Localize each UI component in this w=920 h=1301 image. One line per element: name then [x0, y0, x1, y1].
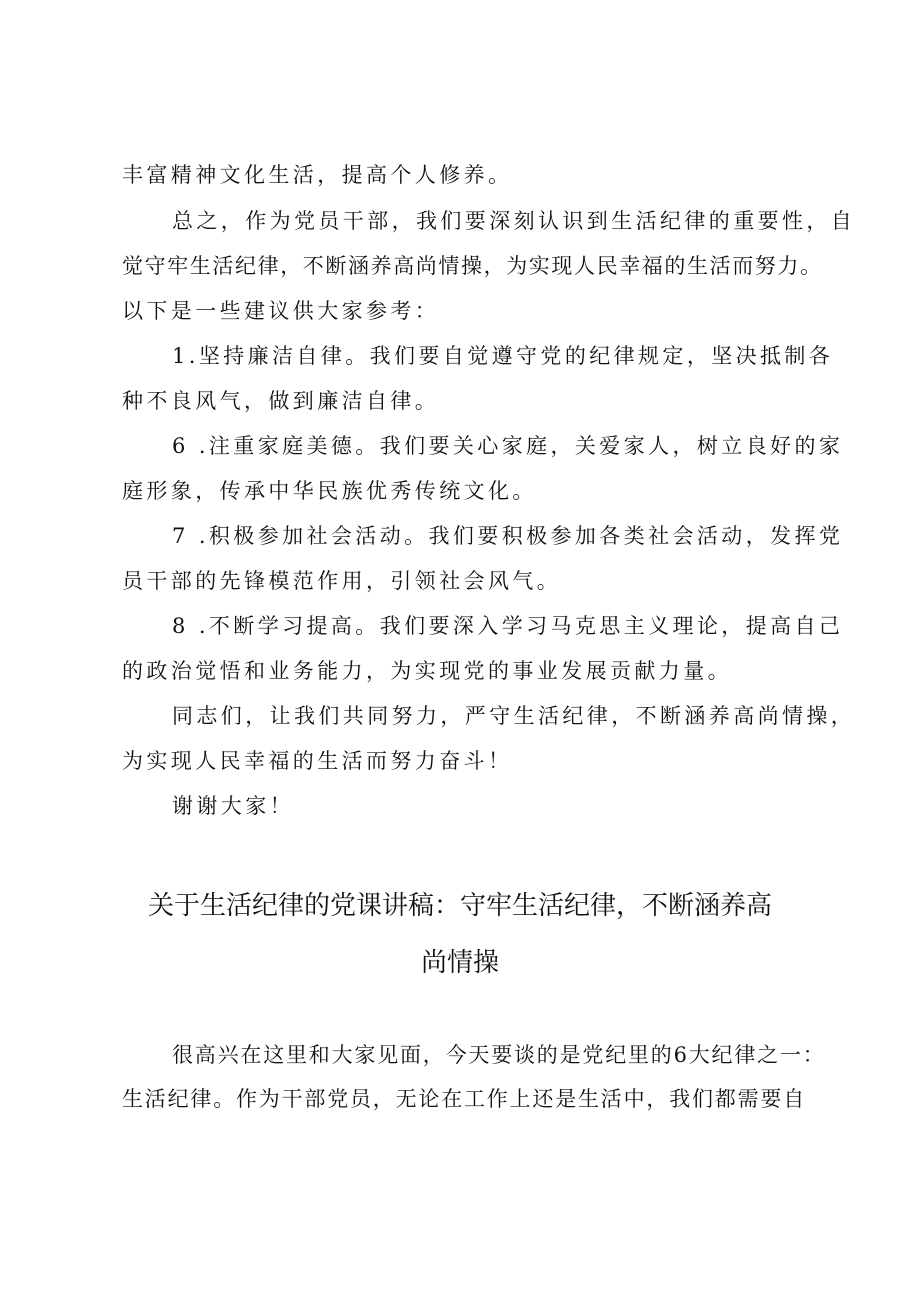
paragraph-line: 总之，作为党员干部，我们要深刻认识到生活纪律的重要性，自	[172, 209, 856, 233]
list-item-line: 6 .注重家庭美德。我们要关心家庭，关爱家人，树立良好的家	[172, 434, 844, 458]
paragraph-line: 觉守牢生活纪律，不断涵养高尚情操，为实现人民幸福的生活而努力。	[122, 254, 823, 278]
section-title-line-1: 关于生活纪律的党课讲稿：守牢生活纪律，不断涵养高	[147, 891, 772, 921]
paragraph-line: 同志们，让我们共同努力，严守生活纪律，不断涵养高尚情操，	[172, 704, 856, 728]
paragraph-line: 为实现人民幸福的生活而努力奋斗！	[122, 749, 513, 773]
intro-line: 很高兴在这里和大家见面，今天要谈的是党纪里的6大纪律之一：	[172, 1043, 826, 1067]
list-item-line: 1.坚持廉洁自律。我们要自觉遵守党的纪律规定，坚决抵制各	[172, 344, 834, 368]
list-item-line: 员干部的先锋模范作用，引领社会风气。	[122, 569, 562, 593]
intro-line: 生活纪律。作为干部党员，无论在工作上还是生活中，我们都需要自	[122, 1087, 806, 1111]
list-item-line: 7 .积极参加社会活动。我们要积极参加各类社会活动，发挥党	[172, 524, 844, 548]
list-item-line: 种不良风气，做到廉洁自律。	[122, 389, 440, 413]
section-title-line-2: 尚情操	[420, 948, 499, 978]
list-item-line: 庭形象，传承中华民族优秀传统文化。	[122, 479, 537, 503]
paragraph-line: 以下是一些建议供大家参考：	[122, 299, 440, 323]
list-item-line: 的政治觉悟和业务能力，为实现党的事业发展贡献力量。	[122, 659, 732, 683]
list-item-line: 8 .不断学习提高。我们要深入学习马克思主义理论，提高自己	[172, 614, 844, 638]
closing-line: 谢谢大家！	[172, 794, 294, 818]
paragraph-line: 丰富精神文化生活，提高个人修养。	[122, 163, 513, 187]
